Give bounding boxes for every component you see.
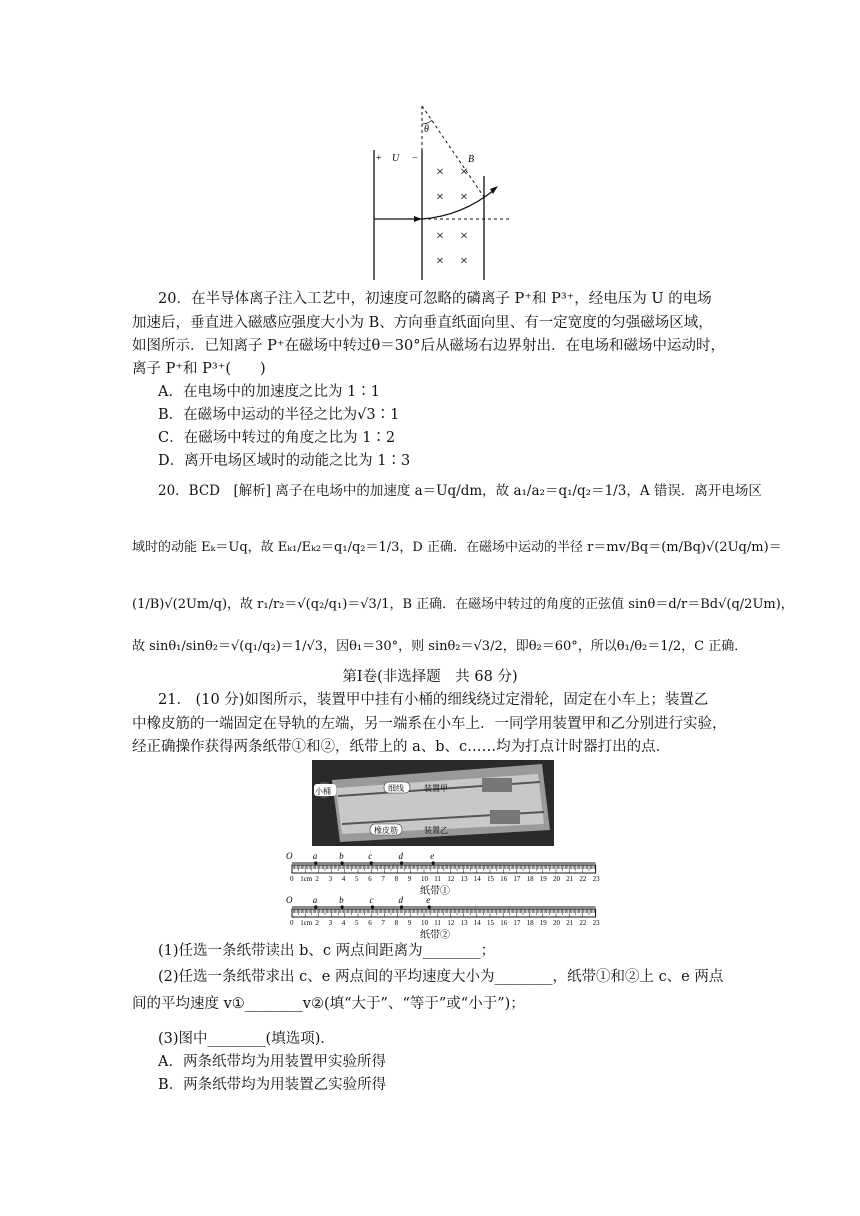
label-rubber: 橡皮筋 <box>374 826 398 835</box>
tape-point-label: b <box>339 895 344 905</box>
tape-origin-label: O <box>286 851 293 861</box>
ruler-number: 23 <box>592 875 600 883</box>
ruler-number: 2 <box>315 875 319 883</box>
a20-line-2: 域时的动能 Eₖ＝Uq，故 Eₖ₁/Eₖ₂＝q₁/q₂＝1/3，D 正确．在磁场中运动的半径 r＝mv/Bq＝(m/Bq)√(2Uq/m)＝ <box>132 540 782 555</box>
ruler-number: 4 <box>341 875 346 883</box>
tape-point-label: c <box>368 851 373 861</box>
tape-2-ruler <box>284 894 604 942</box>
q21-option-b: B．两条纸带均为用装置乙实验所得 <box>158 1077 387 1093</box>
ruler-number: 19 <box>539 919 547 927</box>
tape-point-dot <box>400 861 403 864</box>
tape-point-dot <box>370 861 373 864</box>
tape-point-dot <box>341 905 344 908</box>
cross-mark: × <box>436 165 444 180</box>
ruler-number: 17 <box>513 919 521 927</box>
tape-point-label: e <box>430 851 435 861</box>
tape-point-label: d <box>398 895 404 905</box>
q21-line-3: 经正确操作获得两条纸带①和②，纸带上的 a、b、c……均为打点计时器打出的点． <box>132 739 671 755</box>
ruler-number: 11 <box>434 919 441 927</box>
q20-line-3: 如图所示．已知离子 P⁺在磁场中转过θ＝30°后从磁场右边界射出．在电场和磁场中运动时， <box>132 338 725 354</box>
tape-caption: 纸带① <box>420 886 450 897</box>
ruler-number: 15 <box>487 875 494 883</box>
ruler-number: 9 <box>407 919 412 927</box>
ruler-number: 21 <box>566 875 574 883</box>
ruler-number: 10 <box>421 875 428 883</box>
ruler-number: 21 <box>566 919 574 927</box>
tape-point-dot <box>400 905 403 908</box>
ruler-number: 11 <box>434 875 441 883</box>
ruler-number: 13 <box>460 875 468 883</box>
tape-point-label: a <box>312 895 318 905</box>
q20-option-a: A．在电场中的加速度之比为 1∶1 <box>158 384 381 400</box>
ruler-number: 10 <box>421 919 428 927</box>
tape-point-dot <box>314 861 317 864</box>
ruler-number: 14 <box>473 875 481 883</box>
q21-sub-1: (1)任选一条纸带读出 b、c 两点间距离为________； <box>158 943 496 959</box>
ruler-number: 13 <box>460 919 468 927</box>
ruler-number: 5 <box>355 919 359 927</box>
tape-point-dot <box>428 905 431 908</box>
ruler-number: 8 <box>394 919 399 927</box>
q21-sub-2b: 间的平均速度 v①________v②(填“大于”、“等于”或“小于”)； <box>132 996 525 1012</box>
q20-line-2: 加速后，垂直进入磁感应强度大小为 B、方向垂直纸面向里、有一定宽度的匀强磁场区域， <box>132 315 713 331</box>
ruler-number: 18 <box>526 875 534 883</box>
ruler-unit: 1cm <box>300 919 313 927</box>
cross-mark: × <box>436 229 444 244</box>
tape-point-label: d <box>398 851 404 861</box>
apparatus-photo <box>312 760 554 846</box>
tape-point-label: e <box>426 895 431 905</box>
tape-point-dot <box>371 905 374 908</box>
ruler-number: 2 <box>315 919 319 927</box>
ruler-number: 16 <box>500 919 508 927</box>
cross-mark: × <box>436 190 444 205</box>
U-label: U <box>392 153 400 164</box>
cross-mark: × <box>436 254 444 269</box>
label-device-a: 装置甲 <box>424 784 448 793</box>
label-device-b: 装置乙 <box>424 826 448 835</box>
q20-option-c: C．在磁场中转过的角度之比为 1∶2 <box>158 430 396 446</box>
ruler-number: 7 <box>381 875 385 883</box>
q21-line-2: 中橡皮筋的一端固定在导轨的左端，另一端系在小车上．一同学用装置甲和乙分别进行实验， <box>132 716 727 732</box>
ruler-number: 12 <box>447 875 455 883</box>
tape-point-dot <box>341 861 344 864</box>
ruler-number: 3 <box>328 919 333 927</box>
ion-arrow-head <box>414 216 422 222</box>
ruler-number: 18 <box>526 919 534 927</box>
ruler-number: 0 <box>290 919 294 927</box>
tape-point-label: a <box>312 851 318 861</box>
ruler-number: 23 <box>592 919 600 927</box>
ruler-number: 17 <box>513 875 521 883</box>
tape-point-label: c <box>369 895 374 905</box>
ruler-number: 19 <box>539 875 547 883</box>
ruler-number: 5 <box>355 875 359 883</box>
ruler-number: 0 <box>290 875 294 883</box>
tape-1-ruler <box>284 850 604 898</box>
tape-point-dot <box>432 861 435 864</box>
cross-mark: × <box>460 190 468 205</box>
ruler-number: 9 <box>407 875 412 883</box>
ruler-number: 4 <box>341 919 346 927</box>
ruler-number: 20 <box>553 875 560 883</box>
ruler-number: 7 <box>381 919 385 927</box>
ruler-number: 16 <box>500 875 508 883</box>
section-title: 第Ⅰ卷(非选择题 共 68 分) <box>342 669 518 685</box>
ruler-number: 8 <box>394 875 399 883</box>
ruler-number: 6 <box>368 919 372 927</box>
ruler-unit: 1cm <box>300 875 313 883</box>
ruler-number: 14 <box>473 919 481 927</box>
ruler-number: 22 <box>579 875 587 883</box>
ruler-number: 3 <box>328 875 333 883</box>
B-label: B <box>468 154 475 165</box>
ruler-number: 6 <box>368 875 372 883</box>
theta-label: θ <box>424 124 429 135</box>
tape-point-label: b <box>339 851 344 861</box>
ruler-number: 20 <box>553 919 560 927</box>
q21-line-1: 21． (10 分)如图所示，装置甲中挂有小桶的细线绕过定滑轮，固定在小车上；装置乙 <box>158 692 709 708</box>
a20-line-4: 故 sinθ₁/sinθ₂＝√(q₁/q₂)＝1/√3，因θ₁＝30°，则 sinθ₂＝√3/2，即θ₂＝60°，所以θ₁/θ₂＝1/2，C 正确． <box>132 639 748 654</box>
label-bucket: 小桶 <box>315 787 331 796</box>
q21-sub-3: (3)图中________(填选项)． <box>158 1031 335 1047</box>
ruler-number: 22 <box>579 919 587 927</box>
q21-option-a: A．两条纸带均为用装置甲实验所得 <box>158 1054 386 1070</box>
plus-label: + <box>376 153 382 164</box>
ruler-number: 15 <box>487 919 494 927</box>
label-string: 细线 <box>388 784 404 793</box>
a20-line-1: 20．BCD [解析] 离子在电场中的加速度 a＝Uq/dm，故 a₁/a₂＝q₁/q₂＝1/3，A 错误．离开电场区 <box>158 483 762 499</box>
ion-path-curve <box>422 190 494 219</box>
q20-line-4: 离子 P⁺和 P³⁺( ) <box>132 361 266 377</box>
tape-caption: 纸带② <box>420 930 450 941</box>
a20-line-3: (1/B)√(2Um/q)，故 r₁/r₂＝√(q₂/q₁)＝√3/1，B 正确．在磁场中转过的角度的正弦值 sinθ＝d/r＝Bd√(q/2Um)， <box>132 597 794 612</box>
q20-figure <box>366 104 516 284</box>
cross-mark: × <box>460 165 468 180</box>
tape-origin-label: O <box>286 895 293 905</box>
minus-label: − <box>412 153 418 164</box>
cross-mark: × <box>460 229 468 244</box>
q20-line-1: 20．在半导体离子注入工艺中，初速度可忽略的磷离子 P⁺和 P³⁺，经电压为 U 的电场 <box>158 291 712 307</box>
q20-option-d: D．离开电场区域时的动能之比为 1∶3 <box>158 453 411 469</box>
q20-option-b: B．在磁场中运动的半径之比为√3∶1 <box>158 407 400 423</box>
cross-mark: × <box>460 254 468 269</box>
tape-point-dot <box>314 905 317 908</box>
ruler-number: 12 <box>447 919 455 927</box>
q21-sub-2a: (2)任选一条纸带求出 c、e 两点间的平均速度大小为________，纸带①和②上 c、e 两点 <box>158 969 724 985</box>
